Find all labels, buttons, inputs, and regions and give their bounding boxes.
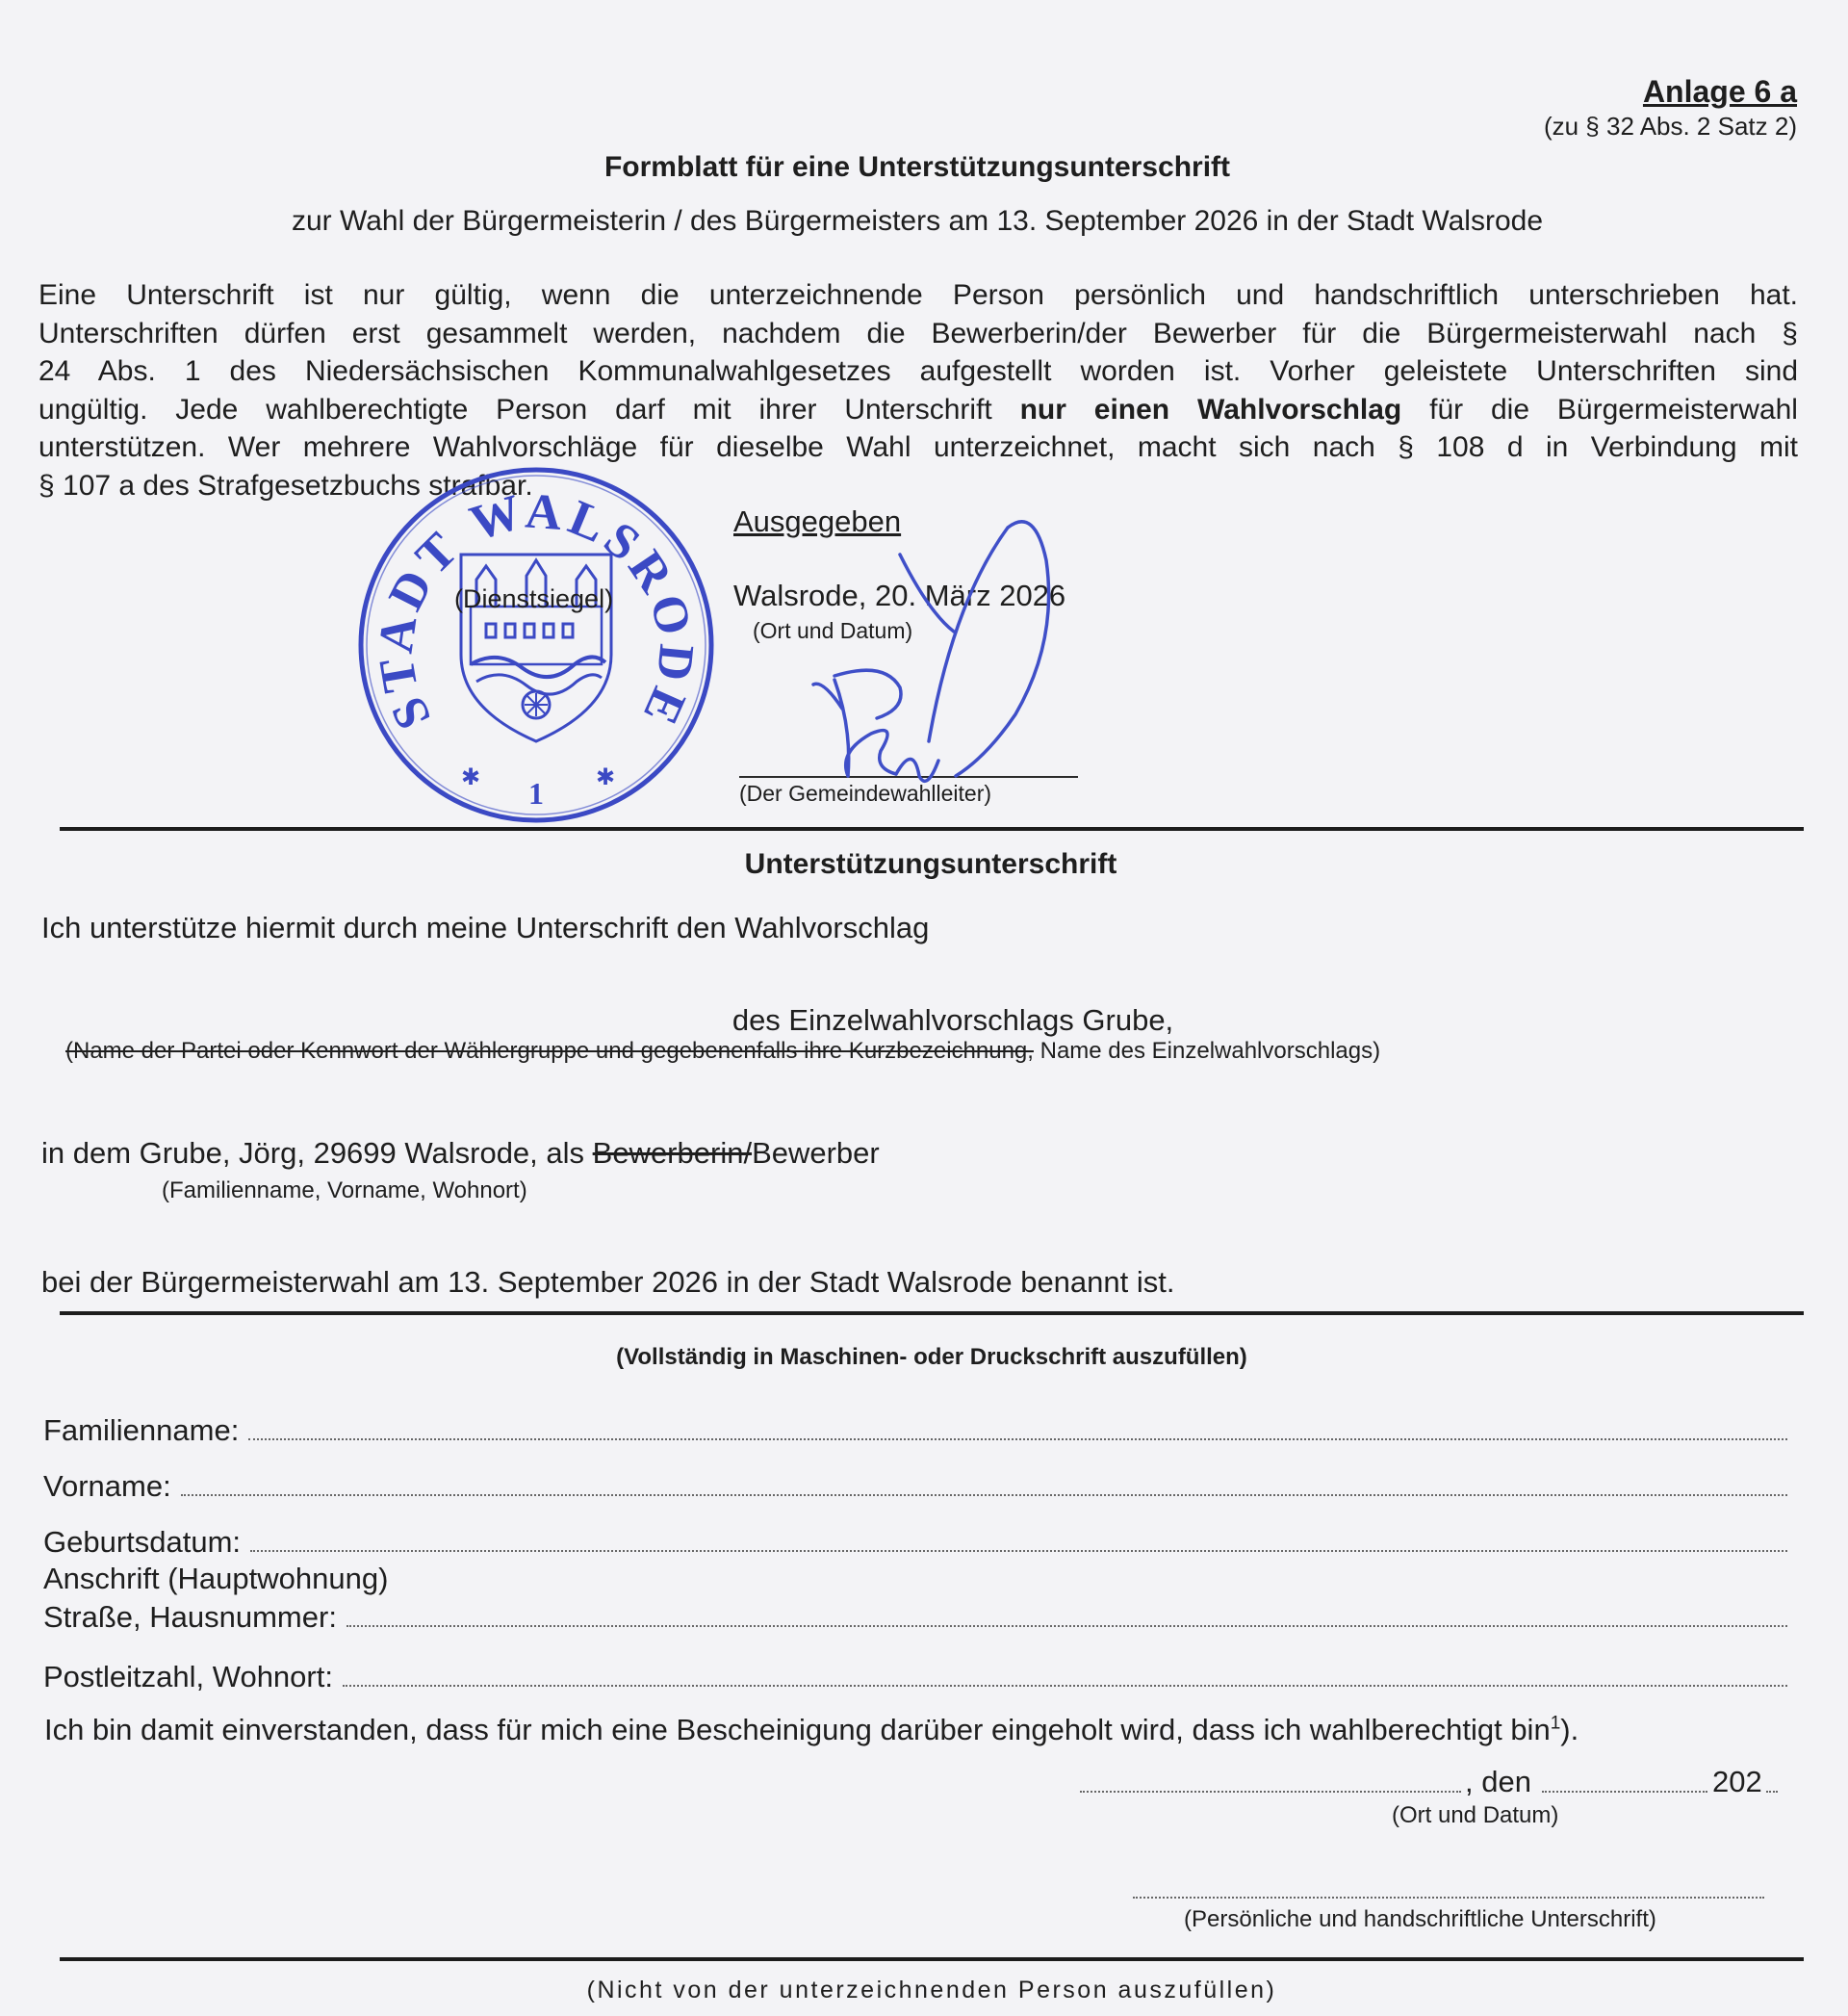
birth-date-input-line[interactable]	[250, 1549, 1787, 1552]
candidate-line	[41, 1136, 880, 1171]
birth-date-field[interactable]	[43, 1525, 1787, 1560]
year-input-line[interactable]	[1766, 1791, 1778, 1793]
street-field[interactable]	[43, 1600, 1787, 1635]
family-name-field[interactable]	[43, 1413, 1787, 1448]
signature-input-line[interactable]	[1133, 1897, 1764, 1899]
candidate-text: Bewerber	[752, 1136, 880, 1170]
intro-text: ungültig. Jede wahlberechtigte Person darf mit ihrer Unterschrift	[38, 393, 1020, 426]
date-connector: , den	[1465, 1765, 1531, 1798]
candidate-text: in dem Grube, Jörg, 29699 Walsrode, als	[41, 1136, 593, 1170]
coat-of-arms-icon	[461, 555, 611, 741]
consent-text: ).	[1560, 1713, 1579, 1746]
star-icon: ✱	[461, 765, 481, 790]
postal-city-field[interactable]	[43, 1660, 1787, 1694]
family-name-input-line[interactable]	[248, 1437, 1787, 1440]
signature-caption: (Persönliche und handschriftliche Unterschrift)	[1184, 1906, 1656, 1932]
first-name-input-line[interactable]	[181, 1493, 1787, 1496]
intro-line: § 107 a des Strafgesetzbuchs strafbar.	[38, 469, 533, 502]
section-title: Unterstützungsunterschrift	[744, 848, 1117, 880]
intro-text: für die Bürgermeisterwahl	[1401, 393, 1798, 426]
intro-line: unterstützen. Wer mehrere Wahlvorschläge für dieselbe Wahl unterzeichnet, macht sich nach § 108 d in Verbindung mit	[38, 431, 1798, 463]
intro-line: Unterschriften dürfen erst gesammelt werden, nachdem die Bewerberin/der Bewerber für die Bürgermeisterwahl nach §	[38, 317, 1798, 349]
candidate-caption: (Familienname, Vorname, Wohnort)	[162, 1177, 527, 1203]
intro-emphasis: nur einen Wahlvorschlag	[1019, 393, 1402, 426]
first-name-field[interactable]	[43, 1469, 1787, 1504]
consent-statement	[44, 1713, 1578, 1747]
date-input-line[interactable]	[1542, 1791, 1707, 1793]
seal-number: 1	[528, 776, 544, 811]
official-seal-stamp	[353, 462, 719, 828]
fill-instruction: (Vollständig in Maschinen- oder Druckschrift auszufüllen)	[616, 1344, 1247, 1370]
address-heading: Anschrift (Hauptwohnung)	[43, 1562, 389, 1595]
annex-label: Anlage 6 a	[1642, 74, 1797, 109]
office-use-note: (Nicht von der unterzeichnenden Person auszufüllen)	[586, 1977, 1277, 2003]
divider	[60, 827, 1804, 831]
divider	[60, 1957, 1804, 1961]
birth-date-label: Geburtsdatum:	[43, 1525, 242, 1559]
intro-line	[38, 391, 1798, 429]
star-icon: ✱	[596, 765, 616, 790]
footnote-marker: 1	[1550, 1713, 1561, 1734]
intro-line: 24 Abs. 1 des Niedersächsischen Kommunalwahlgesetzes aufgestellt worden ist. Vorher geleistete Unterschriften sind	[38, 355, 1798, 387]
intro-paragraph	[38, 276, 1798, 504]
form-title: Formblatt für eine Unterstützungsunterschrift	[603, 151, 1231, 183]
caption-text: Name des Einzelwahlvorschlags)	[1033, 1038, 1381, 1064]
form-subtitle: zur Wahl der Bürgermeisterin / des Bürgermeisters am 13. September 2026 in der Stadt Walsrode	[291, 205, 1544, 237]
issued-label: Ausgegeben	[733, 504, 902, 538]
election-line: bei der Bürgermeisterwahl am 13. September 2026 in der Stadt Walsrode benannt ist.	[41, 1265, 1175, 1299]
street-label: Straße, Hausnummer:	[43, 1600, 337, 1634]
place-input-line[interactable]	[1080, 1791, 1461, 1793]
signer-caption: (Der Gemeindewahlleiter)	[739, 781, 992, 806]
family-name-label: Familienname:	[43, 1413, 240, 1447]
issued-place-date-caption: (Ort und Datum)	[753, 618, 913, 643]
struck-text: Bewerberin/	[592, 1136, 753, 1170]
issued-place-date: Walsrode, 20. März 2026	[733, 579, 1066, 612]
first-name-label: Vorname:	[43, 1469, 171, 1503]
postal-city-label: Postleitzahl, Wohnort:	[43, 1660, 333, 1693]
handwritten-signature	[784, 516, 1083, 805]
support-intro: Ich unterstütze hiermit durch meine Unterschrift den Wahlvorschlag	[41, 911, 930, 944]
annex-reference: (zu § 32 Abs. 2 Satz 2)	[1543, 112, 1797, 141]
struck-text: (Name der Partei oder Kennwort der Wählergruppe und gegebenenfalls ihre Kurzbezeichnung,	[65, 1038, 1034, 1064]
seal-caption: (Dienstsiegel)	[454, 584, 614, 613]
consent-text: Ich bin damit einverstanden, dass für mich eine Bescheinigung darüber eingeholt wird, dass ich wahlberechtigt bin	[44, 1713, 1551, 1746]
street-input-line[interactable]	[346, 1624, 1787, 1627]
intro-line: Eine Unterschrift ist nur gültig, wenn die unterzeichnende Person persönlich und handschriftlich unterschrieben hat.	[38, 279, 1798, 311]
divider	[60, 1311, 1804, 1315]
postal-city-input-line[interactable]	[343, 1684, 1787, 1687]
place-date-caption: (Ort und Datum)	[1392, 1802, 1559, 1828]
seal-text: STADT WALSRODE	[368, 483, 705, 737]
proposal-name: des Einzelwahlvorschlags Grube,	[732, 1003, 1174, 1037]
year-prefix: 202	[1712, 1765, 1762, 1798]
proposal-caption	[65, 1038, 1380, 1065]
